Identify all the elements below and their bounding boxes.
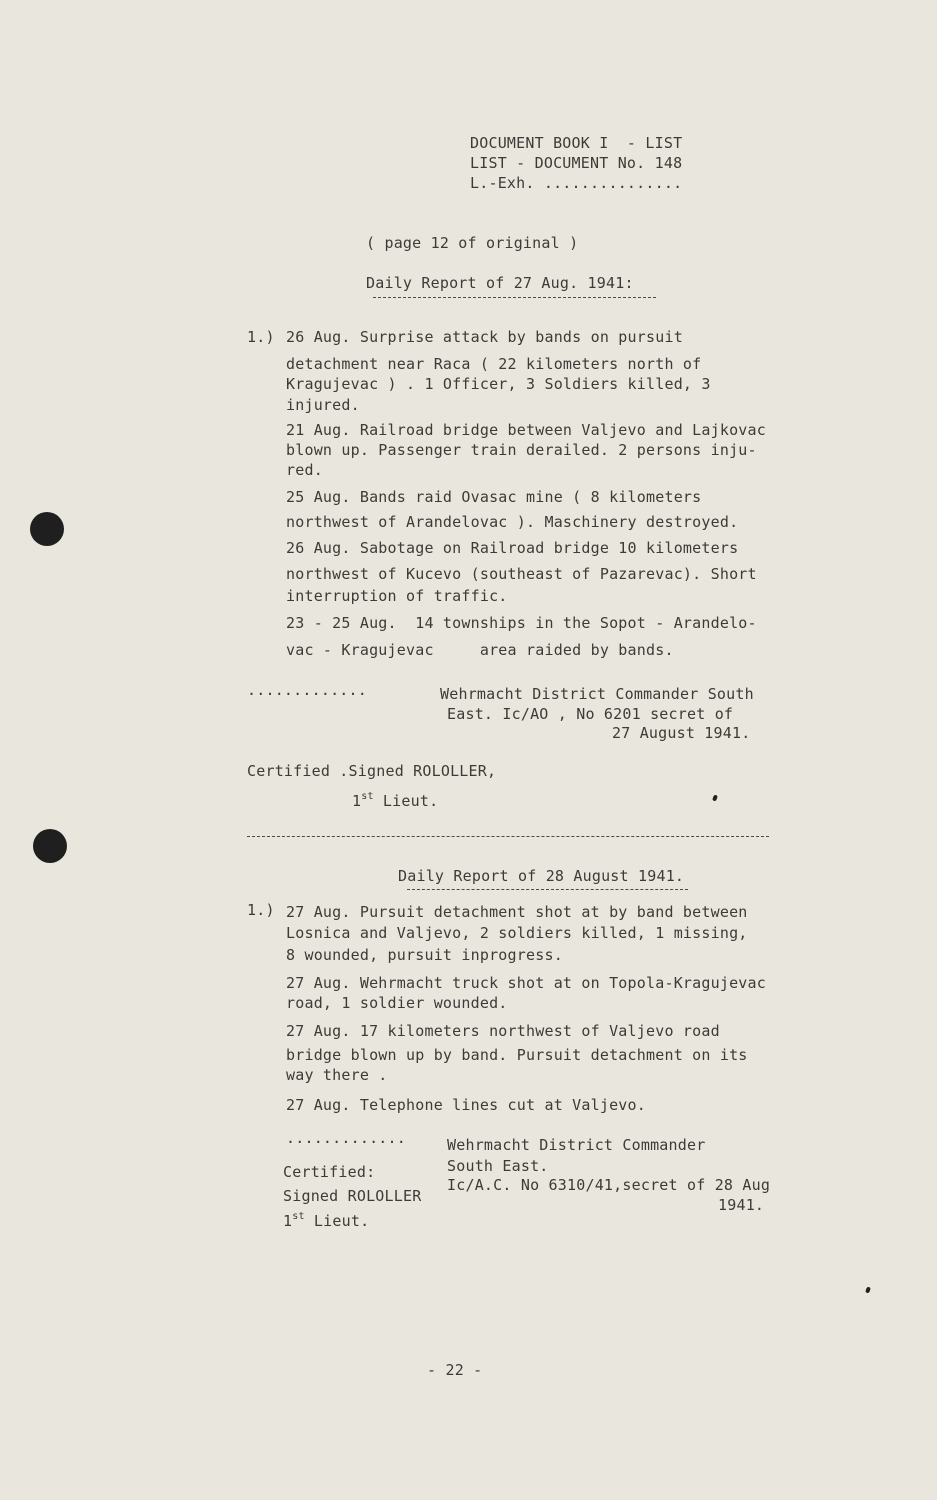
report-2-entry-4-line-1: 27 Aug. Telephone lines cut at Valjevo. xyxy=(286,1096,646,1114)
report-1-certified: Certified .Signed ROLOLLER, xyxy=(247,762,497,780)
report-2-entry-1-line-1: 27 Aug. Pursuit detachment shot at by band between xyxy=(286,903,748,921)
report-1-rank-number: 1 xyxy=(352,792,362,810)
report-1-dots: ............. xyxy=(247,681,367,699)
report-2-title-underline xyxy=(407,889,688,890)
ink-speck xyxy=(712,794,718,801)
report-2-rank-ordinal: st xyxy=(292,1211,305,1222)
report-1-item-number: 1.) xyxy=(247,328,275,346)
report-1-entry-3-line-2: northwest of Arandelovac ). Maschinery destroyed. xyxy=(286,513,739,531)
report-2-rank-title: Lieut. xyxy=(304,1212,370,1230)
report-1-rank-ordinal: st xyxy=(361,791,374,802)
report-2-entry-1-line-2: Losnica and Valjevo, 2 soldiers killed, 1 missing, xyxy=(286,924,748,942)
report-1-source-line-1: Wehrmacht District Commander South xyxy=(440,685,754,703)
report-1-entry-2-line-2: blown up. Passenger train derailed. 2 persons inju- xyxy=(286,441,757,459)
report-2-dots: ............. xyxy=(286,1129,406,1147)
report-1-rank-title: Lieut. xyxy=(373,792,439,810)
report-1-entry-4-line-2: northwest of Kucevo (southeast of Pazarevac). Short xyxy=(286,565,757,583)
report-2-entry-1-line-3: 8 wounded, pursuit inprogress. xyxy=(286,946,563,964)
report-2-signed: Signed ROLOLLER xyxy=(283,1187,422,1205)
report-1-entry-4-line-3: interruption of traffic. xyxy=(286,587,508,605)
report-2-source-line-4: 1941. xyxy=(718,1196,765,1214)
report-1-title: Daily Report of 27 Aug. 1941: xyxy=(366,274,634,292)
report-1-entry-2-line-1: 21 Aug. Railroad bridge between Valjevo and Lajkovac xyxy=(286,421,766,439)
report-2-entry-2-line-1: 27 Aug. Wehrmacht truck shot at on Topola-Kragujevac xyxy=(286,974,766,992)
report-1-entry-5-line-1: 23 - 25 Aug. 14 townships in the Sopot - Arandelo- xyxy=(286,614,757,632)
report-2-source-line-3: Ic/A.C. No 6310/41,secret of 28 Aug xyxy=(447,1176,771,1194)
report-2-entry-3-line-1: 27 Aug. 17 kilometers northwest of Valjevo road xyxy=(286,1022,720,1040)
report-2-certified: Certified: xyxy=(283,1163,376,1181)
report-2-source-line-1: Wehrmacht District Commander xyxy=(447,1136,706,1154)
report-1-entry-3-line-1: 25 Aug. Bands raid Ovasac mine ( 8 kilometers xyxy=(286,488,702,506)
report-2-rank-number: 1 xyxy=(283,1212,293,1230)
report-1-title-underline xyxy=(373,297,656,298)
report-1-entry-4-line-1: 26 Aug. Sabotage on Railroad bridge 10 kilometers xyxy=(286,539,739,557)
punch-hole-top xyxy=(30,512,64,546)
report-divider xyxy=(247,836,769,837)
report-2-entry-3-line-2: bridge blown up by band. Pursuit detachment on its xyxy=(286,1046,748,1064)
report-1-entry-1-line-1: 26 Aug. Surprise attack by bands on pursuit xyxy=(286,328,683,346)
report-1-entry-2-line-3: red. xyxy=(286,461,323,479)
report-1-entry-5-line-2: vac - Kragujevac area raided by bands. xyxy=(286,641,674,659)
page-number: - 22 - xyxy=(427,1361,483,1379)
report-1-source-line-3: 27 August 1941. xyxy=(612,724,751,742)
header-line-2: LIST - DOCUMENT No. 148 xyxy=(470,154,683,172)
report-1-entry-1-line-3: Kragujevac ) . 1 Officer, 3 Soldiers killed, 3 xyxy=(286,375,711,393)
report-2-entry-2-line-2: road, 1 soldier wounded. xyxy=(286,994,508,1012)
report-1-signature-rank xyxy=(352,787,438,811)
report-1-entry-1-line-2: detachment near Raca ( 22 kilometers north of xyxy=(286,355,702,373)
report-2-signature-rank xyxy=(283,1207,369,1231)
header-line-1: DOCUMENT BOOK I - LIST xyxy=(470,134,683,152)
report-2-source-line-2: South East. xyxy=(447,1157,549,1175)
header-line-3: L.-Exh. ............... xyxy=(470,174,683,192)
report-2-item-number: 1.) xyxy=(247,901,275,919)
report-1-source-line-2: East. Ic/AO , No 6201 secret of xyxy=(447,705,734,723)
page-note: ( page 12 of original ) xyxy=(366,234,579,252)
report-2-entry-3-line-3: way there . xyxy=(286,1066,388,1084)
report-1-entry-1-line-4: injured. xyxy=(286,396,360,414)
punch-hole-bottom xyxy=(33,829,67,863)
report-2-title: Daily Report of 28 August 1941. xyxy=(398,867,685,885)
ink-speck xyxy=(865,1286,871,1293)
